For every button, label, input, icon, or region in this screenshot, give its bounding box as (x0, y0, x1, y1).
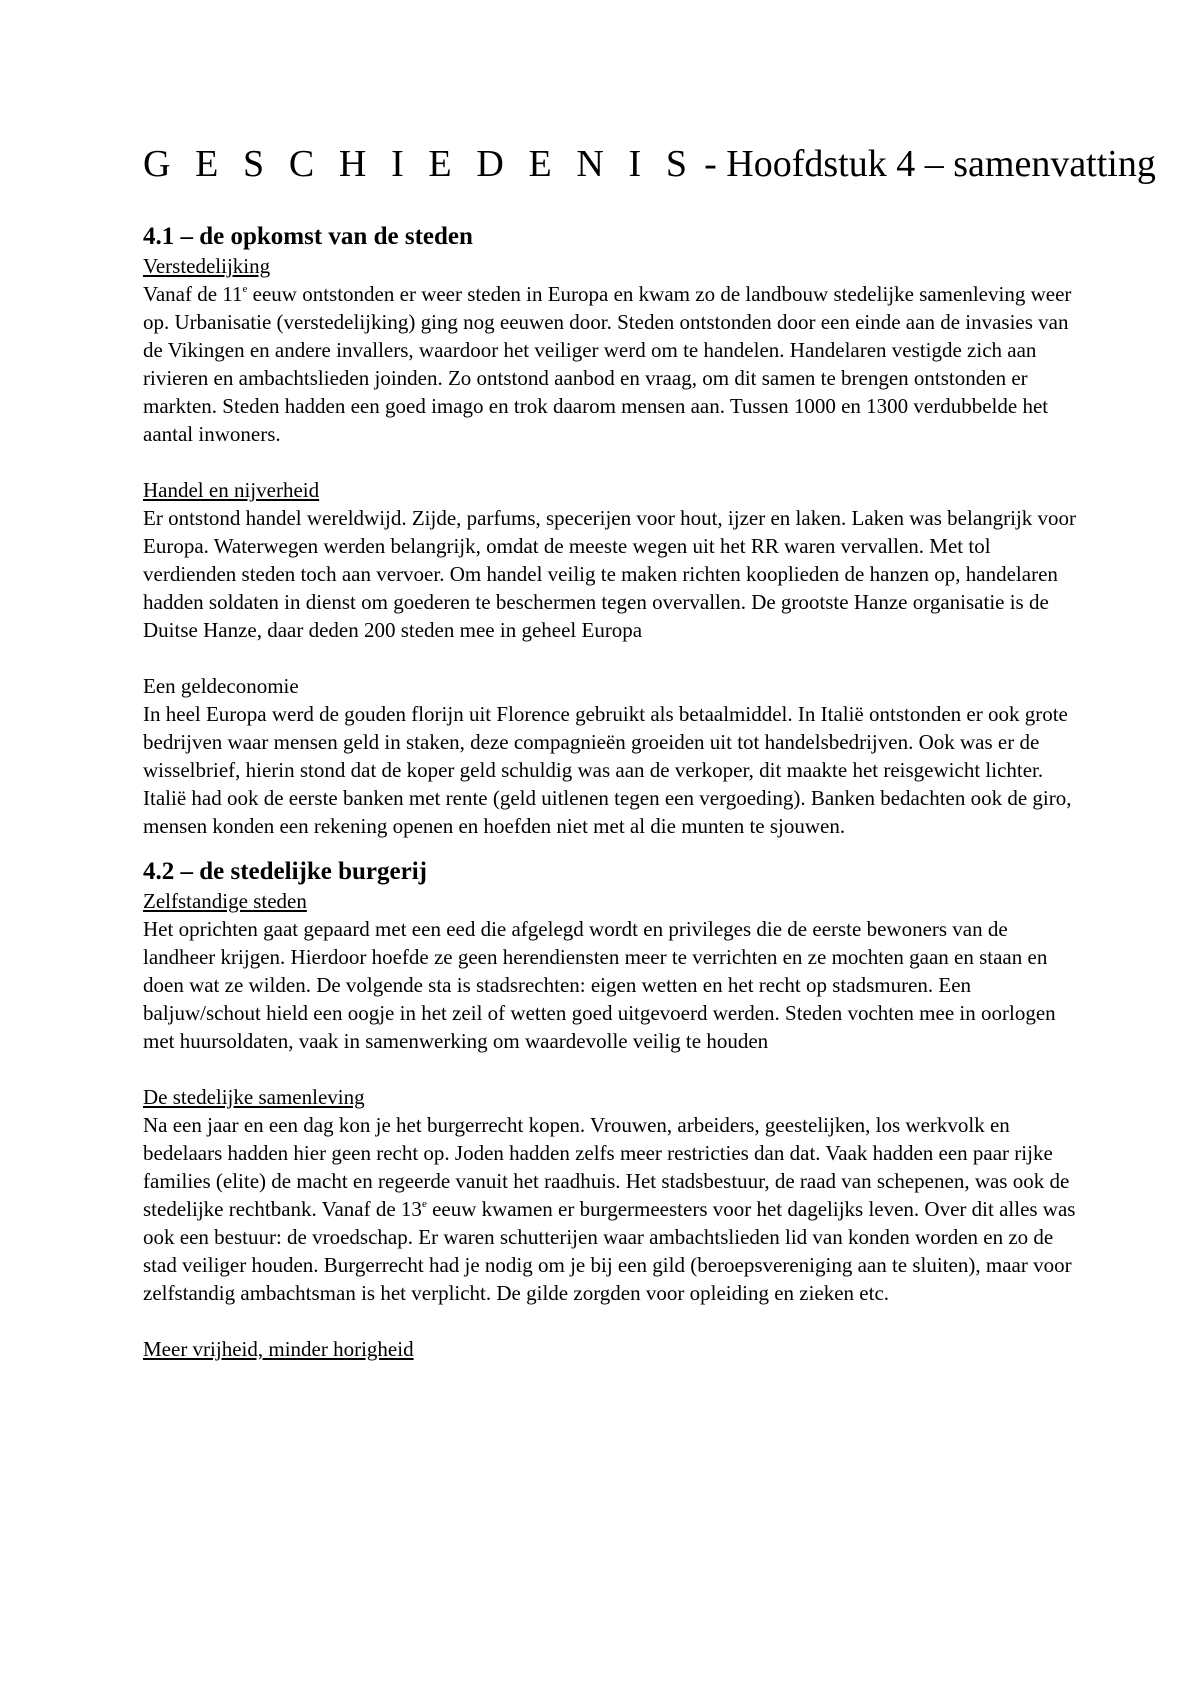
spacer (143, 1307, 1078, 1335)
section-4-2 (143, 857, 1078, 1363)
section-4-1 (143, 222, 1078, 840)
paragraph-zelfstandige-steden: Het oprichten gaat gepaard met een eed die afgelegd wordt en privileges die de eerste bewoners van de landheer krijgen. Hierdoor hoefde ze geen herendiensten meer te verrichten en ze mochten gaan en staan en doen wat ze wilden. De volgende sta is stadsrechten: eigen wetten en het recht op stadsmuren. Een baljuw/schout hield een oogje in het zeil of wetten goed uitgevoerd werden. Steden vochten mee in oorlogen met huursoldaten, vaak in samenwerking om waardevolle veilig te houden (143, 917, 1056, 1053)
page-title (143, 140, 1156, 188)
subheading-geldeconomie: Een geldeconomie (143, 674, 299, 698)
subheading-handel: Handel en nijverheid (143, 478, 320, 502)
subheading-stedelijke-samenleving: De stedelijke samenleving (143, 1085, 365, 1109)
title-rest-part: - Hoofdstuk 4 – samenvatting (694, 143, 1156, 185)
spacer (143, 1055, 1078, 1083)
paragraph-stedelijke-samenleving (143, 1111, 1078, 1307)
section-heading-4-2: 4.2 – de stedelijke burgerij (143, 858, 427, 885)
section-heading-4-1: 4.1 – de opkomst van de steden (143, 223, 473, 250)
document-page (143, 140, 1156, 1363)
text-segment: Na een jaar en een dag kon je het burgerrecht kopen. Vrouwen, arbeiders, geestelijken, los werkvolk en bedelaars hadden hier geen recht op. Joden hadden zelfs meer restricties dan dat. Vaak hadden een paar rijke families (elite) de macht en regeerde vanuit het raadhuis. Het stadsbestuur, de raad van schepenen, was ook de stedelijke rechtbank. Vanaf de 13 (143, 1113, 1070, 1221)
text-segment: eeuw ontstonden er weer steden in Europa en kwam zo de landbouw stedelijke samenleving weer op. Urbanisatie (verstedelijking) ging nog eeuwen door. Steden ontstonden door een einde aan de invasies van de Vikingen en andere invallers, waardoor het veiliger werd om te handelen. Handelaren vestigde zich aan rivieren en ambachtslieden joinden. Zo ontstond aanbod en vraag, om dit samen te brengen ontstonden er markten. Steden hadden een goed imago en trok daarom mensen aan. Tussen 1000 en 1300 verdubbelde het aantal inwoners. (143, 282, 1072, 446)
title-spaced-part: G E S C H I E D E N I S (143, 143, 695, 185)
text-segment: eeuw kwamen er burgermeesters voor het dagelijks leven. Over dit alles was ook een bestuur: de vroedschap. Er waren schutterijen waar ambachtslieden lid van konden worden en zo de stad veiliger houden. Burgerrecht had je nodig om je bij een gild (beroepsvereniging aan te sluiten), maar voor zelfstandig ambachtsman is het verplicht. De gilde zorgden voor opleiding en zieken etc. (143, 1197, 1076, 1305)
paragraph-handel: Er ontstond handel wereldwijd. Zijde, parfums, specerijen voor hout, ijzer en laken. Laken was belangrijk voor Europa. Waterwegen werden belangrijk, omdat de meeste wegen uit het RR waren vervallen. Met tol verdienden steden toch aan vervoer. Om handel veilig te maken richten kooplieden de hanzen op, handelaren hadden soldaten in dienst om goederen te beschermen tegen overvallen. De grootste Hanze organisatie is de Duitse Hanze, daar deden 200 steden mee in geheel Europa (143, 506, 1077, 642)
spacer (143, 644, 1078, 672)
superscript: e (421, 1198, 427, 1210)
spacer (143, 448, 1078, 476)
subheading-meer-vrijheid: Meer vrijheid, minder horigheid (143, 1337, 414, 1361)
subheading-zelfstandige-steden: Zelfstandige steden (143, 889, 307, 913)
paragraph-verstedelijking (143, 280, 1078, 448)
text-segment: Vanaf de 11 (143, 282, 243, 306)
spacer (143, 840, 1078, 857)
superscript: e (242, 283, 248, 295)
paragraph-geldeconomie: In heel Europa werd de gouden florijn uit Florence gebruikt als betaalmiddel. In Italië ontstonden er ook grote bedrijven waar mensen geld in staken, deze compagnieën groeiden uit tot handelsbedrijven. Ook was er de wisselbrief, hierin stond dat de koper geld schuldig was aan de verkoper, dit maakte het reisgewicht lichter. Italië had ook de eerste banken met rente (geld uitlenen tegen een vergoeding). Banken bedachten ook de giro, mensen konden een rekening openen en hoefden niet met al die munten te sjouwen. (143, 702, 1072, 838)
subheading-verstedelijking: Verstedelijking (143, 254, 271, 278)
